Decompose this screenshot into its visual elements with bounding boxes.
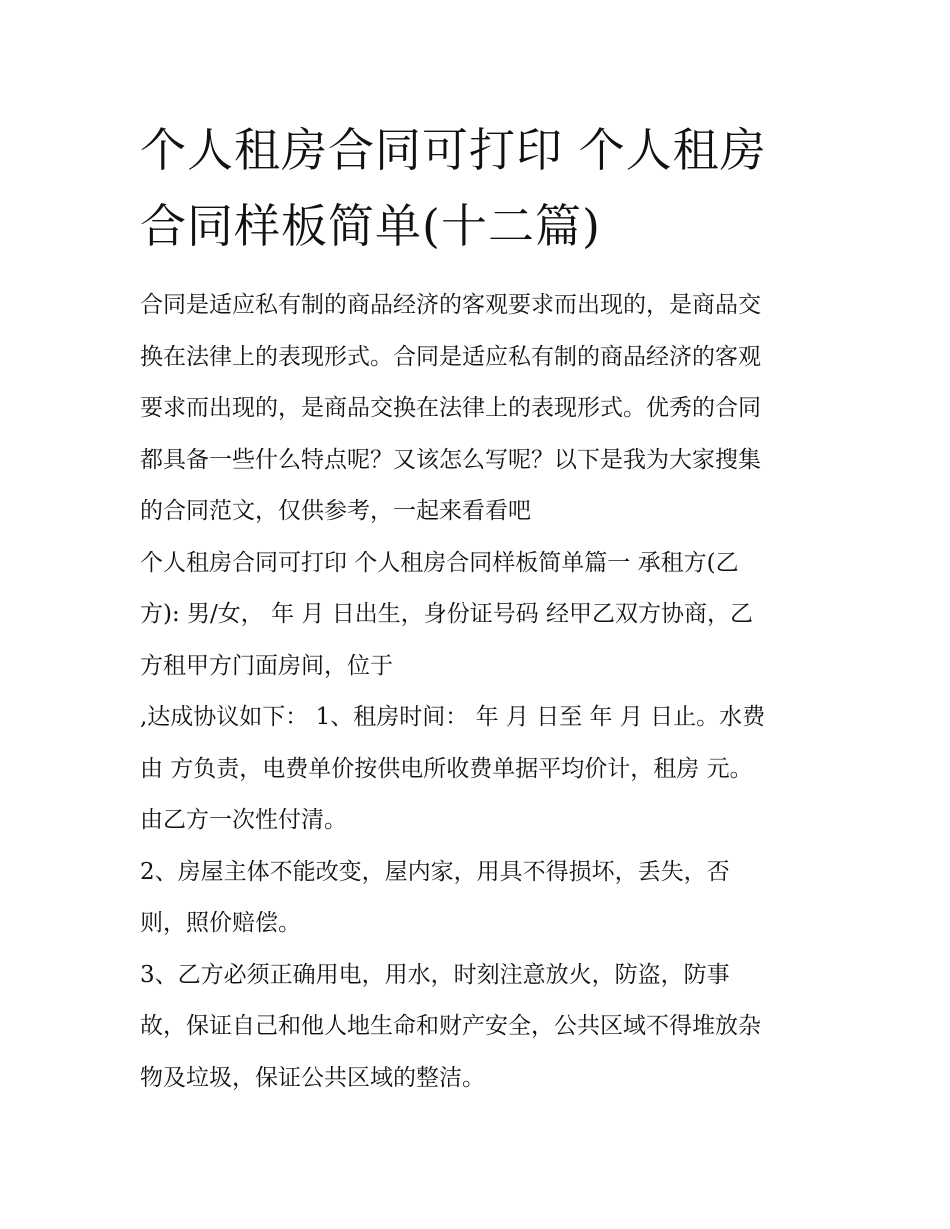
document-title — [140, 112, 820, 264]
text-line: ,达成协议如下： 1、租房时间： 年 月 日至 年 月 日止。水费 — [140, 704, 766, 730]
text-line: 由乙方一次性付清。 — [140, 807, 347, 833]
text-line: 都具备一些什么特点呢？又该怎么写呢？以下是我为大家搜集 — [140, 446, 761, 473]
text-line: 3、乙方必须正确用电，用水，时刻注意放火，防盗，防事 — [140, 961, 730, 988]
text-line: 换在法律上的表现形式。合同是适应私有制的商品经济的客观 — [140, 343, 761, 370]
clause-3-paragraph — [140, 950, 820, 1105]
text-line: 2、房屋主体不能改变，屋内家，用具不得损坏，丢失，否 — [140, 858, 730, 885]
text-line: 要求而出现的，是商品交换在法律上的表现形式。优秀的合同 — [140, 395, 761, 421]
text-line: 由 方负责，电费单价按供电所收费单据平均价计，租房 元。 — [140, 755, 753, 782]
clause-1-paragraph — [140, 692, 820, 847]
title-line: 个人租房合同可打印 个人租房 — [140, 123, 767, 177]
clause-2-paragraph — [140, 847, 820, 950]
text-line: 方租甲方门面房间，位于 — [140, 652, 393, 679]
text-line: 的合同范文，仅供参考，一起来看看吧 — [140, 498, 531, 524]
title-line: 合同样板简单(十二篇) — [140, 199, 601, 253]
text-line: 个人租房合同可打印 个人租房合同样板简单篇一 承租方(乙 — [140, 549, 739, 576]
text-line: 物及垃圾，保证公共区域的整洁。 — [140, 1064, 485, 1091]
intro-paragraph — [140, 280, 820, 538]
text-line: 合同是适应私有制的商品经济的客观要求而出现的，是商品交 — [140, 292, 761, 318]
text-line: 则，照价赔偿。 — [140, 910, 301, 936]
text-line: 方): 男/女， 年 月 日出生，身份证号码 经甲乙双方协商，乙 — [140, 601, 754, 627]
text-line: 故，保证自己和他人地生命和财产安全，公共区域不得堆放杂 — [140, 1013, 761, 1039]
contract-heading-paragraph — [140, 538, 820, 693]
document-body — [140, 280, 820, 1104]
